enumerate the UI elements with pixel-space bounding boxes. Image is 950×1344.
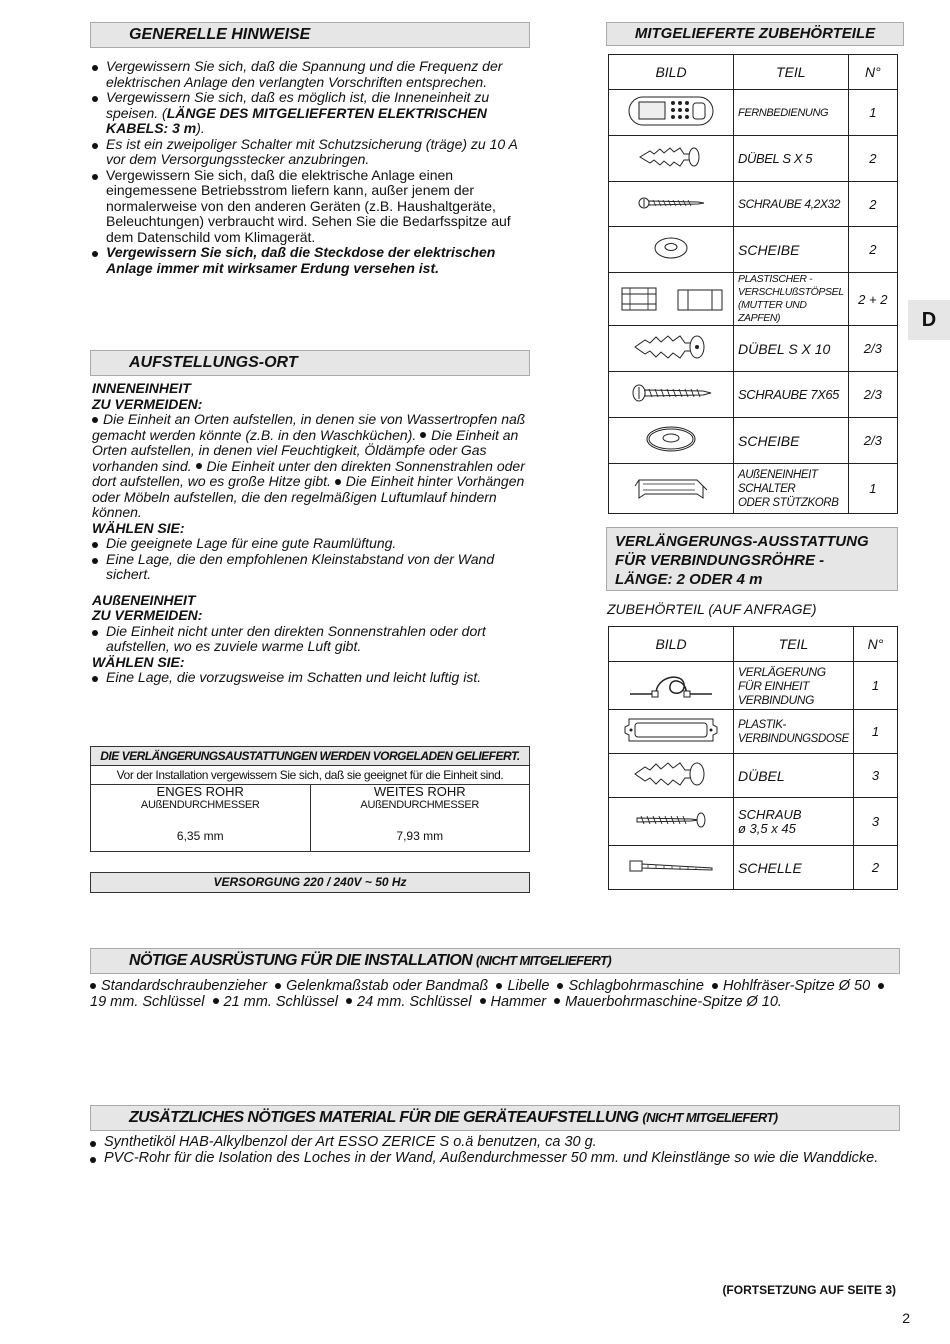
- cable-tie-icon: [609, 846, 734, 890]
- outdoor-choose-label: WÄHLEN SIE:: [92, 653, 185, 670]
- bullet-icon: [92, 96, 98, 102]
- material-list: [90, 1135, 900, 1166]
- screw-large-icon: [609, 372, 734, 418]
- junction-box-icon: [609, 710, 734, 754]
- general-list: [92, 59, 532, 276]
- remote-control-icon: [609, 90, 734, 136]
- table-row: FERNBEDIENUNG 1: [609, 90, 898, 136]
- bullet-icon: [92, 676, 98, 682]
- wide-pipe-cell: WEITES ROHR AUßENDURCHMESSER 7,93 mm: [360, 784, 480, 843]
- pipe-diameter-box: [90, 746, 530, 852]
- general-item-earthing: Vergewissern Sie sich, daß die Steckdose der elektrischen Anlage immer mit wirksamer Erdung versehen ist.: [92, 245, 532, 276]
- extension-subtitle: ZUBEHÖRTEIL (AUF ANFRAGE): [607, 601, 817, 617]
- general-heading: GENERELLE HINWEISE: [90, 22, 530, 48]
- washer-large-icon: [609, 418, 734, 464]
- bullet-icon: [92, 65, 98, 71]
- list-item: 21 mm. Schlüssel: [223, 993, 338, 1010]
- general-item-switch: Es ist ein zweipoliger Schalter mit Schutzsicherung (träge) zu 10 A vor dem Versorgungsstecker anzubringen.: [92, 137, 532, 168]
- outdoor-avoid-label: ZU VERMEIDEN:: [92, 607, 203, 623]
- bullet-icon: [420, 432, 426, 438]
- indoor-avoid-label: ZU VERMEIDEN:: [92, 395, 203, 412]
- indoor-title: INNENEINHEIT: [92, 380, 191, 396]
- table-row: SCHEIBE 2: [609, 227, 898, 273]
- list-item: Hohlfräser-Spitze Ø 50: [722, 978, 871, 994]
- supply-voltage-bar: VERSORGUNG 220 / 240V ~ 50 Hz: [90, 872, 530, 893]
- indoor-choose-item: Die geeignete Lage für eine gute Raumlüftung.: [92, 536, 532, 552]
- location-block: [92, 381, 532, 686]
- tools-list: [90, 979, 900, 1010]
- bullet-icon: [90, 983, 96, 989]
- outdoor-title: AUßENEINHEIT: [92, 591, 196, 608]
- extension-heading: VERLÄNGERUNGS-AUSSTATTUNG FÜR VERBINDUNGSRÖHRE - LÄNGE: 2 ODER 4 m: [606, 527, 898, 591]
- outdoor-avoid-item: Die Einheit nicht unter den direkten Sonnenstrahlen oder dort aufstellen, wo es zuviele warme Luft gibt.: [92, 624, 532, 655]
- page-number: 2: [902, 1310, 910, 1326]
- accessories-heading: MITGELIEFERTE ZUBEHÖRTEILE: [606, 22, 904, 46]
- table-row: PLASTISCHER - VERSCHLUßSTÖPSEL (MUTTER UND ZAPFEN) 2 + 2: [609, 273, 898, 326]
- pipe-box-note: Vor der Installation vergewissern Sie sich, daß sie geeignet für die Einheit sind.: [91, 766, 529, 785]
- list-item: Gelenkmaßstab oder Bandmaß: [286, 978, 489, 994]
- table-row: SCHRAUB ø 3,5 x 45 3: [609, 798, 898, 846]
- bullet-icon: [92, 542, 98, 548]
- outdoor-choose-item: Eine Lage, die vorzugsweise im Schatten und leicht luftig ist.: [92, 670, 532, 686]
- bullet-icon: [90, 1141, 96, 1147]
- list-item: Mauerbohrmaschine-Spitze Ø 10.: [565, 993, 782, 1010]
- bullet-icon: [92, 143, 98, 149]
- bullet-icon: [480, 998, 486, 1004]
- bullet-icon: [554, 998, 560, 1004]
- list-item: Standardschraubenzieher: [101, 978, 268, 994]
- list-item: Libelle: [507, 978, 550, 994]
- list-item: 24 mm. Schlüssel: [357, 993, 472, 1010]
- table-row: PLASTIK- VERBINDUNGSDOSE 1: [609, 710, 898, 754]
- table-row: SCHELLE 2: [609, 846, 898, 890]
- general-item-voltage: Vergewissern Sie sich, daß die Spannung und die Frequenz der elektrischen Anlage den verlangten Vorschriften entsprechen.: [92, 59, 532, 90]
- table-row: SCHEIBE 2/3: [609, 418, 898, 464]
- indoor-avoid-text: Die Einheit an Orten aufstellen, in denen sie von Wassertropfen naß gemacht werden könnte (z.B. in den Waschküchen). Die Einheit an Orten aufstellen, in denen viel Feuchtigkeit, Öldämpfe oder Gas vorhanden sind. Die Einheit unter den direkten Sonnenstrahlen oder dort aufstellen, wo es große Hitze gibt. Die Einheit hinter Vorhängen oder Möbeln aufstellen, die den regelmäßigen Luftumlauf hindern können.: [92, 411, 526, 520]
- list-item: Hammer: [490, 993, 547, 1010]
- wall-plug-icon: [609, 136, 734, 182]
- bullet-icon: [712, 983, 718, 989]
- table-row: AUßENEINHEIT SCHALTER ODER STÜTZKORB 1: [609, 464, 898, 514]
- bullet-icon: [878, 983, 884, 989]
- bullet-icon: [92, 630, 98, 636]
- language-tab: D: [908, 300, 950, 340]
- table-row: SCHRAUBE 4,2X32 2: [609, 182, 898, 227]
- bullet-icon: [196, 463, 202, 469]
- list-item: 19 mm. Schlüssel: [90, 993, 205, 1010]
- table-row: SCHRAUBE 7X65 2/3: [609, 372, 898, 418]
- list-item: Schlagbohrmaschine: [568, 978, 704, 994]
- bullet-icon: [92, 251, 98, 257]
- location-heading: AUFSTELLUNGS-ORT: [90, 350, 530, 376]
- pipe-coil-icon: [609, 662, 734, 710]
- general-item-current: Vergewissern Sie sich, daß die elektrische Anlage einen eingemessene Betriebsstrom liefern kann, außer jenem der normalerweise von den anderen Geräten (z.B. Haushaltgeräte, Beleuchtungen) verbraucht wird. Sehen Sie die Bedarfsspitze auf dem Datenschild vom Klimagerät.: [92, 168, 532, 246]
- general-item-supply: Vergewissern Sie sich, daß es möglich ist, die Inneneinheit zu speisen. (LÄNGE DES MITGELIEFERTEN ELEKTRISCHEN KABELS: 3 m).: [92, 90, 532, 137]
- washer-icon: [609, 227, 734, 273]
- bullet-icon: [346, 998, 352, 1004]
- bullet-icon: [92, 417, 98, 423]
- screw-icon: [609, 182, 734, 227]
- table-row: DÜBEL 3: [609, 754, 898, 798]
- bullet-icon: [496, 983, 502, 989]
- bullet-icon: [92, 174, 98, 180]
- continued-note: (FORTSETZUNG AUF SEITE 3): [722, 1283, 896, 1297]
- extension-table: [608, 626, 898, 890]
- bullet-icon: [213, 998, 219, 1004]
- bullet-icon: [90, 1157, 96, 1163]
- bullet-icon: [275, 983, 281, 989]
- tools-heading: NÖTIGE AUSRÜSTUNG FÜR DIE INSTALLATION (NICHT MITGELIEFERT): [90, 948, 900, 974]
- screw-icon: [609, 798, 734, 846]
- bracket-icon: [609, 464, 734, 514]
- bullet-icon: [335, 479, 341, 485]
- material-heading: ZUSÄTZLICHES NÖTIGES MATERIAL FÜR DIE GERÄTEAUFSTELLUNG (NICHT MITGELIEFERT): [90, 1105, 900, 1131]
- table-row: VERLÄGERUNG FÜR EINHEIT VERBINDUNG 1: [609, 662, 898, 710]
- wall-plug-icon: [609, 754, 734, 798]
- narrow-pipe-cell: ENGES ROHR AUßENDURCHMESSER 6,35 mm: [91, 785, 311, 852]
- table-header-row: BILD TEIL N°: [609, 627, 898, 662]
- table-row: DÜBEL S X 10 2/3: [609, 326, 898, 372]
- table-row: DÜBEL S X 5 2: [609, 136, 898, 182]
- pipe-box-title: DIE VERLÄNGERUNGSAUSTATTUNGEN WERDEN VORGELADEN GELIEFERT.: [91, 747, 529, 766]
- bullet-icon: [557, 983, 563, 989]
- table-header-row: BILD TEIL N°: [609, 55, 898, 90]
- wall-plug-large-icon: [609, 326, 734, 372]
- indoor-choose-item: Eine Lage, die den empfohlenen Kleinstabstand von der Wand sichert.: [92, 552, 532, 583]
- indoor-choose-label: WÄHLEN SIE:: [92, 519, 185, 536]
- plastic-caps-icon: [609, 273, 734, 326]
- list-item: PVC-Rohr für die Isolation des Loches in der Wand, Außendurchmesser 50 mm. und Kleinstlänge so wie die Wanddicke.: [90, 1151, 900, 1167]
- list-item: Synthetiköl HAB-Alkylbenzol der Art ESSO ZERICE S o.ä benutzen, ca 30 g.: [90, 1135, 900, 1151]
- bullet-icon: [92, 558, 98, 564]
- accessories-table: [608, 54, 898, 514]
